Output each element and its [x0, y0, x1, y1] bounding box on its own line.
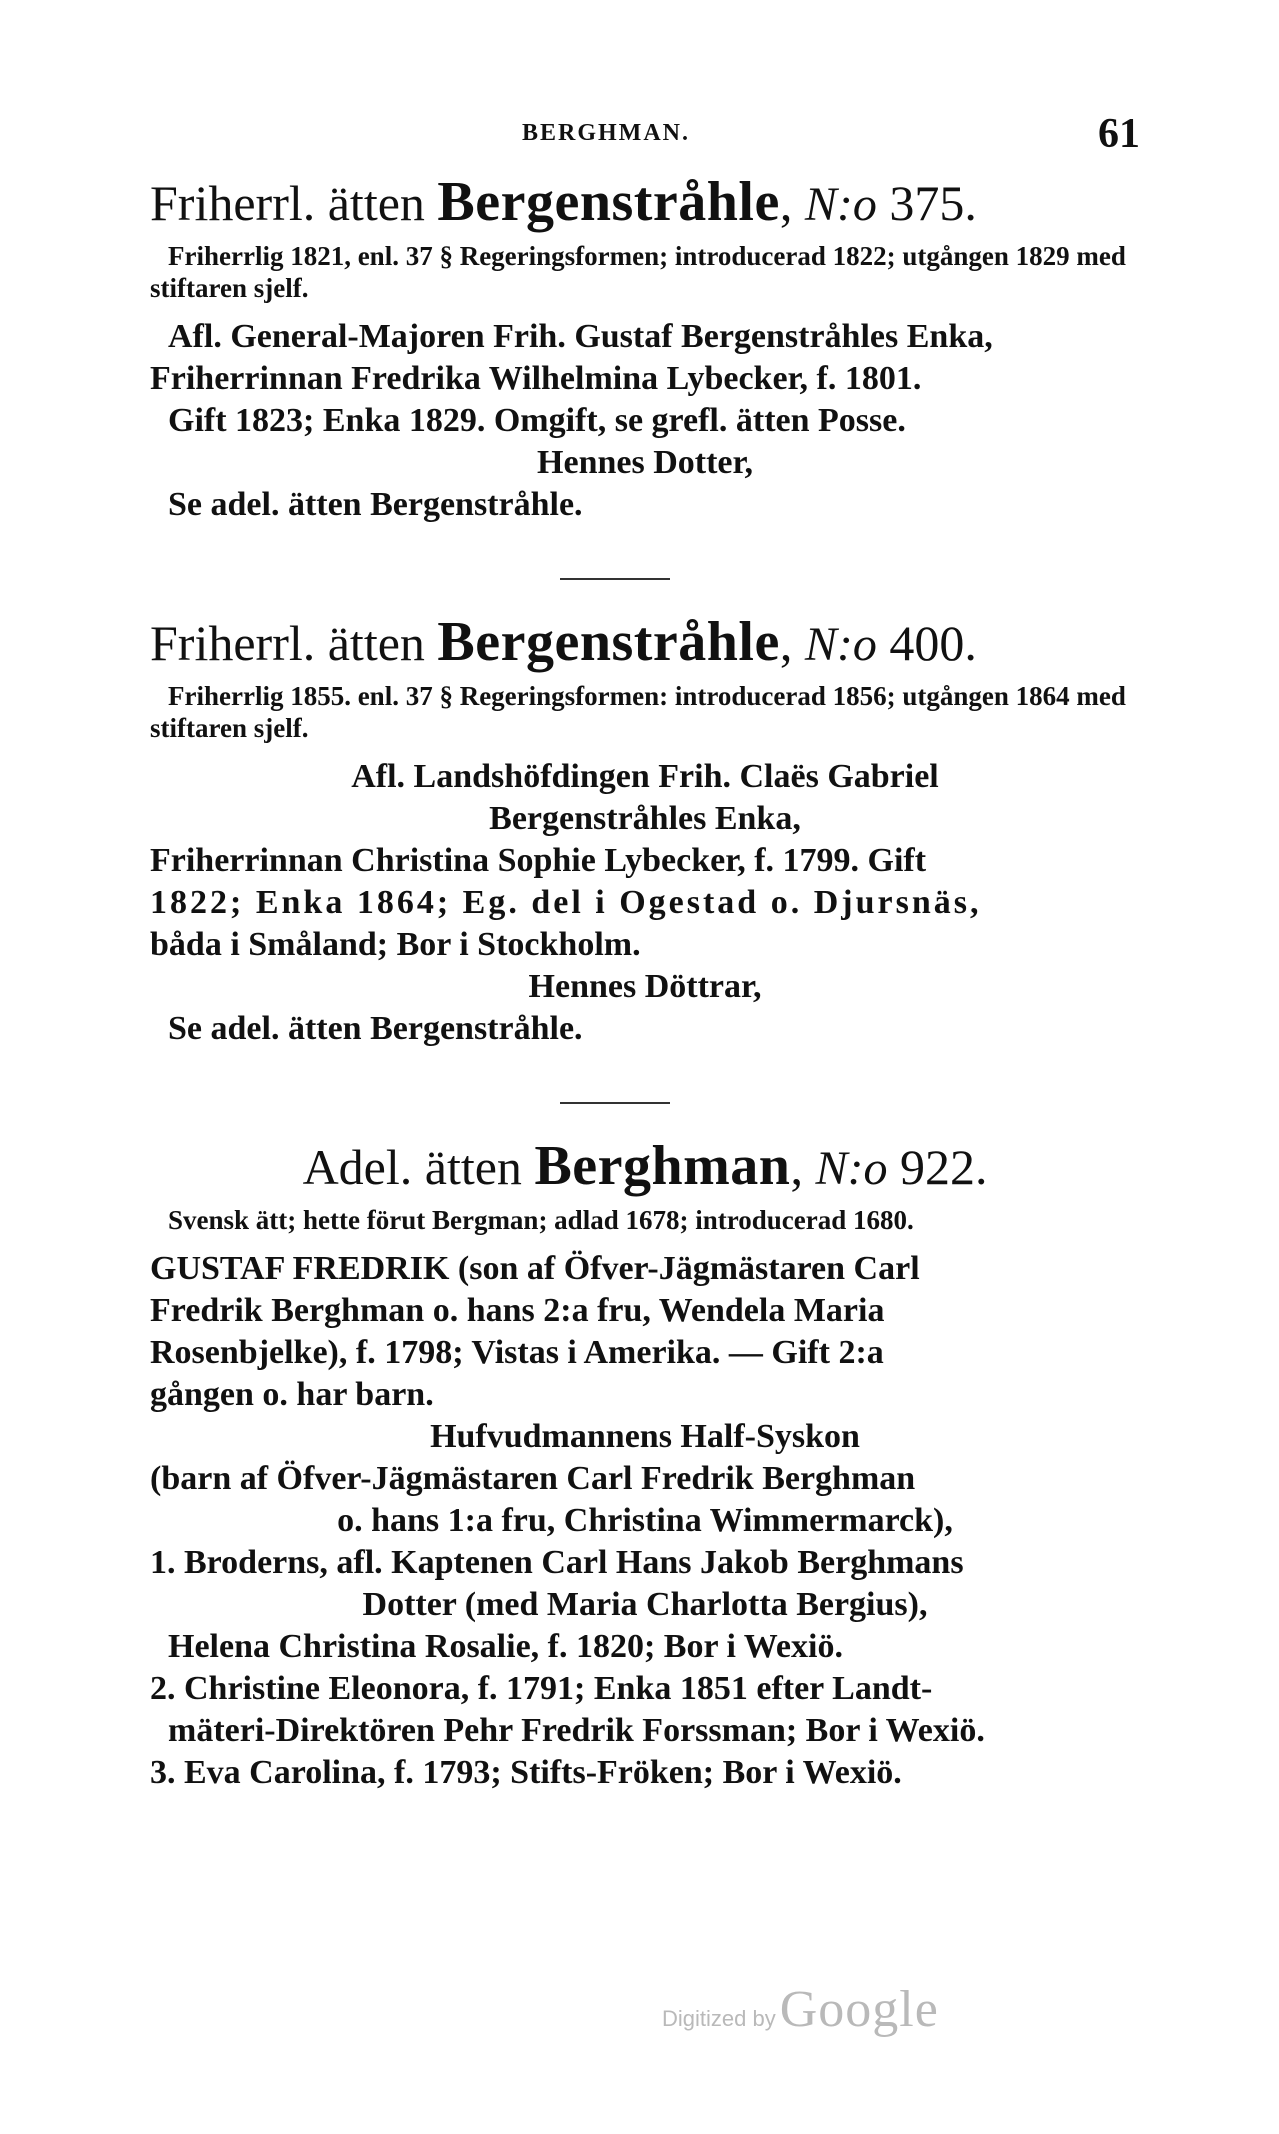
section-divider	[560, 1102, 670, 1104]
text-line: mäteri-Direktören Pehr Fredrik Forssman; Bor i Wexiö.	[168, 1712, 985, 1749]
text-line: båda i Småland; Bor i Stockholm.	[150, 926, 641, 963]
text-line: Se adel. ätten Bergenstråhle.	[168, 486, 583, 523]
running-header	[150, 110, 1140, 160]
number-label: N:o	[804, 618, 877, 671]
text-line: Bergenstråhles Enka,	[489, 800, 801, 837]
entry-prefix: Friherrl. ätten	[150, 175, 425, 231]
text-line: Friherrinnan Christina Sophie Lybecker, f. 1799. Gift	[150, 842, 927, 879]
entry-intro: Friherrlig 1821, enl. 37 § Regeringsformen; introducerad 1822; utgången 1829 med stiftaren sjelf.	[150, 241, 1126, 303]
text-line: 1. Broderns, afl. Kaptenen Carl Hans Jakob Berghmans	[150, 1544, 964, 1581]
entry-body-2	[150, 756, 1140, 1050]
page-number: 61	[1098, 111, 1140, 157]
family-name: Bergenstråhle	[437, 171, 780, 233]
text-line: Hennes Döttrar,	[528, 968, 762, 1005]
text-line: 2. Christine Eleonora, f. 1791; Enka 1851 efter Landt-	[150, 1670, 933, 1707]
text-line: Hennes Dotter,	[537, 444, 753, 481]
book-page	[150, 110, 1140, 1794]
section-divider	[560, 578, 670, 580]
entry-heading-3: Adel. ätten Berghman, N:o 922.	[302, 1135, 988, 1197]
family-name: Bergenstråhle	[437, 611, 780, 673]
text-line: o. hans 1:a fru, Christina Wimmermarck),	[337, 1502, 953, 1539]
watermark-brand: Google	[779, 1981, 939, 2038]
text-line: 3. Eva Carolina, f. 1793; Stifts-Fröken; Bor i Wexiö.	[150, 1754, 902, 1791]
entry-prefix: Adel. ätten	[302, 1139, 522, 1195]
number-label: N:o	[815, 1142, 888, 1195]
text-line: Hufvudmannens Half-Syskon	[430, 1418, 860, 1455]
text-line: GUSTAF FREDRIK (son af Öfver-Jägmästaren Carl	[150, 1250, 920, 1287]
entry-body-3	[150, 1248, 1140, 1794]
running-title: BERGHMAN.	[522, 120, 690, 146]
text-line: Rosenbjelke), f. 1798; Vistas i Amerika. — Gift 2:a	[150, 1334, 884, 1371]
text-line: Gift 1823; Enka 1829. Omgift, se grefl. ätten Posse.	[168, 402, 906, 439]
text-line: (barn af Öfver-Jägmästaren Carl Fredrik Berghman	[150, 1460, 916, 1497]
entry-number: 375.	[889, 175, 977, 231]
entry-heading-2: Friherrl. ätten Bergenstråhle, N:o 400.	[150, 611, 977, 673]
text-line: Se adel. ätten Bergenstråhle.	[168, 1010, 583, 1047]
digitized-watermark	[662, 1980, 939, 2039]
text-line: Afl. General-Majoren Frih. Gustaf Bergenstråhles Enka,	[168, 318, 993, 355]
entry-intro: Svensk ätt; hette förut Bergman; adlad 1678; introducerad 1680.	[168, 1205, 914, 1235]
entry-prefix: Friherrl. ätten	[150, 615, 425, 671]
entry-number: 922.	[899, 1139, 988, 1195]
text-line: Helena Christina Rosalie, f. 1820; Bor i Wexiö.	[168, 1628, 843, 1665]
number-label: N:o	[804, 178, 877, 231]
text-line: Dotter (med Maria Charlotta Bergius),	[362, 1586, 928, 1623]
entry-body-1	[150, 316, 1140, 526]
watermark-prefix: Digitized by	[662, 2006, 776, 2031]
entry-number: 400.	[889, 615, 977, 671]
text-line: Friherrinnan Fredrika Wilhelmina Lybecker, f. 1801.	[150, 360, 922, 397]
entry-intro: Friherrlig 1855. enl. 37 § Regeringsformen: introducerad 1856; utgången 1864 med stiftaren sjelf.	[150, 681, 1126, 743]
text-line: 1822; Enka 1864; Eg. del i Ogestad o. Djursnäs,	[150, 884, 982, 921]
text-line: Afl. Landshöfdingen Frih. Claës Gabriel	[351, 758, 939, 795]
text-line: gången o. har barn.	[150, 1376, 434, 1413]
text-line: Fredrik Berghman o. hans 2:a fru, Wendela Maria	[150, 1292, 885, 1329]
entry-heading-1: Friherrl. ätten Bergenstråhle, N:o 375.	[150, 171, 977, 233]
family-name: Berghman	[534, 1135, 791, 1197]
